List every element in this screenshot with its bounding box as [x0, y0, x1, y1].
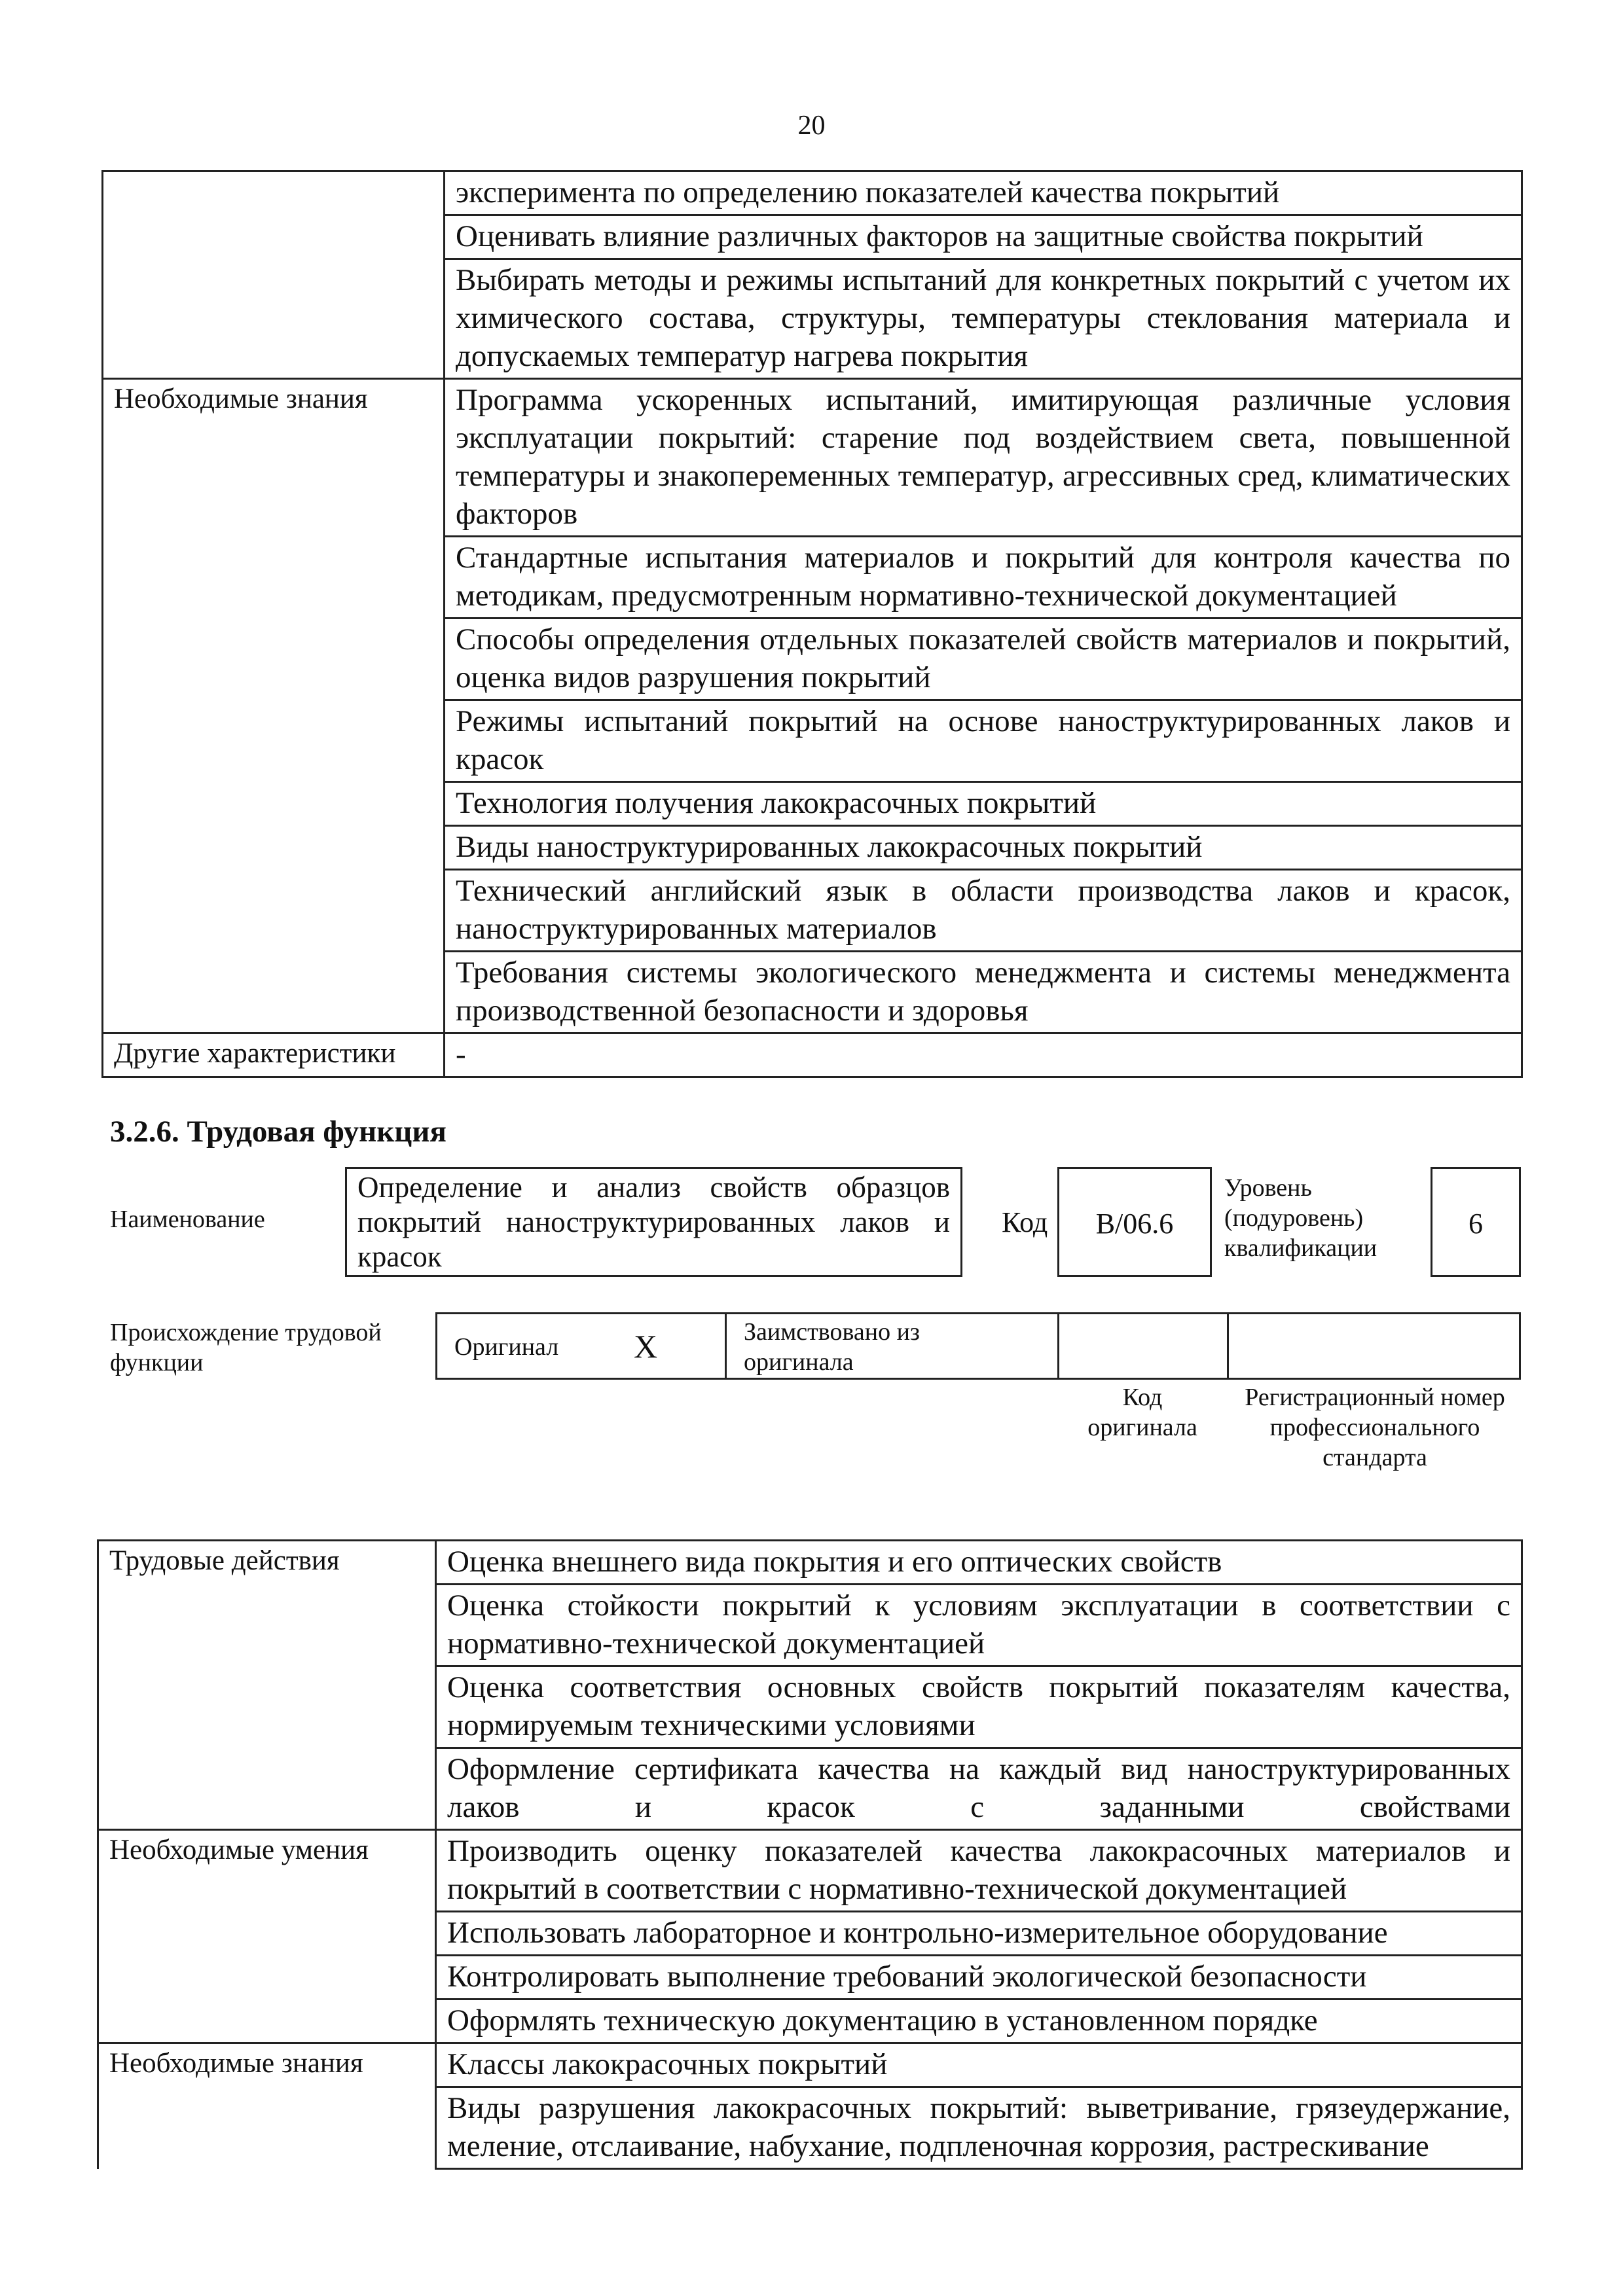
table-cell: Оформлять техническую документацию в установленном порядке	[436, 2000, 1522, 2043]
code-box	[1057, 1167, 1212, 1277]
function-name-value: Определение и анализ свойств образцов покрытий наноструктурированных лаков и красок	[357, 1171, 950, 1273]
row-label-knowledge-2: Необходимые знания	[98, 2043, 436, 2169]
table-cell: Использовать лабораторное и контрольно-измерительное оборудование	[436, 1912, 1522, 1956]
row-label-other: Другие характеристики	[103, 1033, 445, 1077]
table-cell: Выбирать методы и режимы испытаний для конкретных покрытий с учетом их химического состава, структуры, температуры стеклования материала и допускаемых температур нагрева покрытия	[445, 259, 1522, 379]
table-cell: -	[445, 1033, 1522, 1077]
origin-borrowed-cell	[725, 1312, 1059, 1380]
table-cell: Режимы испытаний покрытий на основе наноструктурированных лаков и красок	[445, 700, 1522, 782]
table-cell: Классы лакокрасочных покрытий	[436, 2043, 1522, 2087]
original-label: Оригинал	[454, 1333, 559, 1361]
continued-requirements-table	[101, 170, 1523, 1078]
table-cell: Стандартные испытания материалов и покрытий для контроля качества по методикам, предусмотренным нормативно-технической документацией	[445, 537, 1522, 619]
section-heading: 3.2.6. Трудовая функция	[110, 1115, 447, 1149]
row-label-skills: Необходимые умения	[98, 1830, 436, 2043]
table-cell: Программа ускоренных испытаний, имитирующая различные условия эксплуатации покрытий: старение под воздействием света, повышенной температуры и знакопеременных температур, агрессивных сред, климатических факторов	[445, 379, 1522, 537]
table-cell: Технический английский язык в области производства лаков и красок, наноструктурированных материалов	[445, 870, 1522, 952]
borrowed-label: Заимствовано из оригинала	[744, 1318, 920, 1376]
table-cell: Оценивать влияние различных факторов на защитные свойства покрытий	[445, 215, 1522, 259]
function-requirements-table	[97, 1539, 1523, 2170]
table-cell: Контролировать выполнение требований экологической безопасности	[436, 1956, 1522, 2000]
code-label: Код	[1002, 1206, 1048, 1238]
row-label-continued	[103, 171, 445, 379]
row-label-knowledge: Необходимые знания	[103, 379, 445, 1033]
table-cell: Оценка внешнего вида покрытия и его оптических свойств	[436, 1541, 1522, 1585]
origin-code-cell	[1057, 1312, 1229, 1380]
table-cell: Виды разрушения лакокрасочных покрытий: выветривание, грязеудержание, меление, отслаивание, набухание, подпленочная коррозия, растрескивание	[436, 2087, 1522, 2169]
function-name-box	[345, 1167, 962, 1277]
table-cell: Оформление сертификата качества на каждый вид наноструктурированных лаков и красок с заданными свойствами	[436, 1748, 1522, 1830]
table-cell: Виды наноструктурированных лакокрасочных покрытий	[445, 826, 1522, 870]
level-box	[1431, 1167, 1521, 1277]
level-label: Уровень (подуровень) квалификации	[1224, 1174, 1377, 1262]
code-original-caption: Код оригинала	[1087, 1384, 1197, 1441]
row-label-actions: Трудовые действия	[98, 1541, 436, 1830]
page-number: 20	[797, 111, 826, 141]
table-cell: Способы определения отдельных показателей свойств материалов и покрытий, оценка видов разрушения покрытий	[445, 619, 1522, 700]
level-value: 6	[1468, 1208, 1483, 1240]
original-mark: X	[634, 1328, 658, 1365]
table-cell: эксперимента по определению показателей качества покрытий	[445, 171, 1522, 215]
table-cell: Технология получения лакокрасочных покрытий	[445, 782, 1522, 826]
name-label: Наименование	[110, 1206, 265, 1233]
origin-label: Происхождение трудовой функции	[110, 1319, 382, 1376]
table-cell: Требования системы экологического менеджмента и системы менеджмента производственной безопасности и здоровья	[445, 952, 1522, 1033]
code-value: B/06.6	[1095, 1208, 1174, 1240]
table-cell: Производить оценку показателей качества лакокрасочных материалов и покрытий в соответствии с нормативно-технической документацией	[436, 1830, 1522, 1912]
reg-number-caption: Регистрационный номер профессионального стандарта	[1245, 1384, 1505, 1471]
origin-reg-number-cell	[1227, 1312, 1521, 1380]
table-cell: Оценка соответствия основных свойств покрытий показателям качества, нормируемым техническими условиями	[436, 1666, 1522, 1748]
table-cell: Оценка стойкости покрытий к условиям эксплуатации в соответствии с нормативно-технической документацией	[436, 1585, 1522, 1666]
origin-original-cell	[435, 1312, 727, 1380]
